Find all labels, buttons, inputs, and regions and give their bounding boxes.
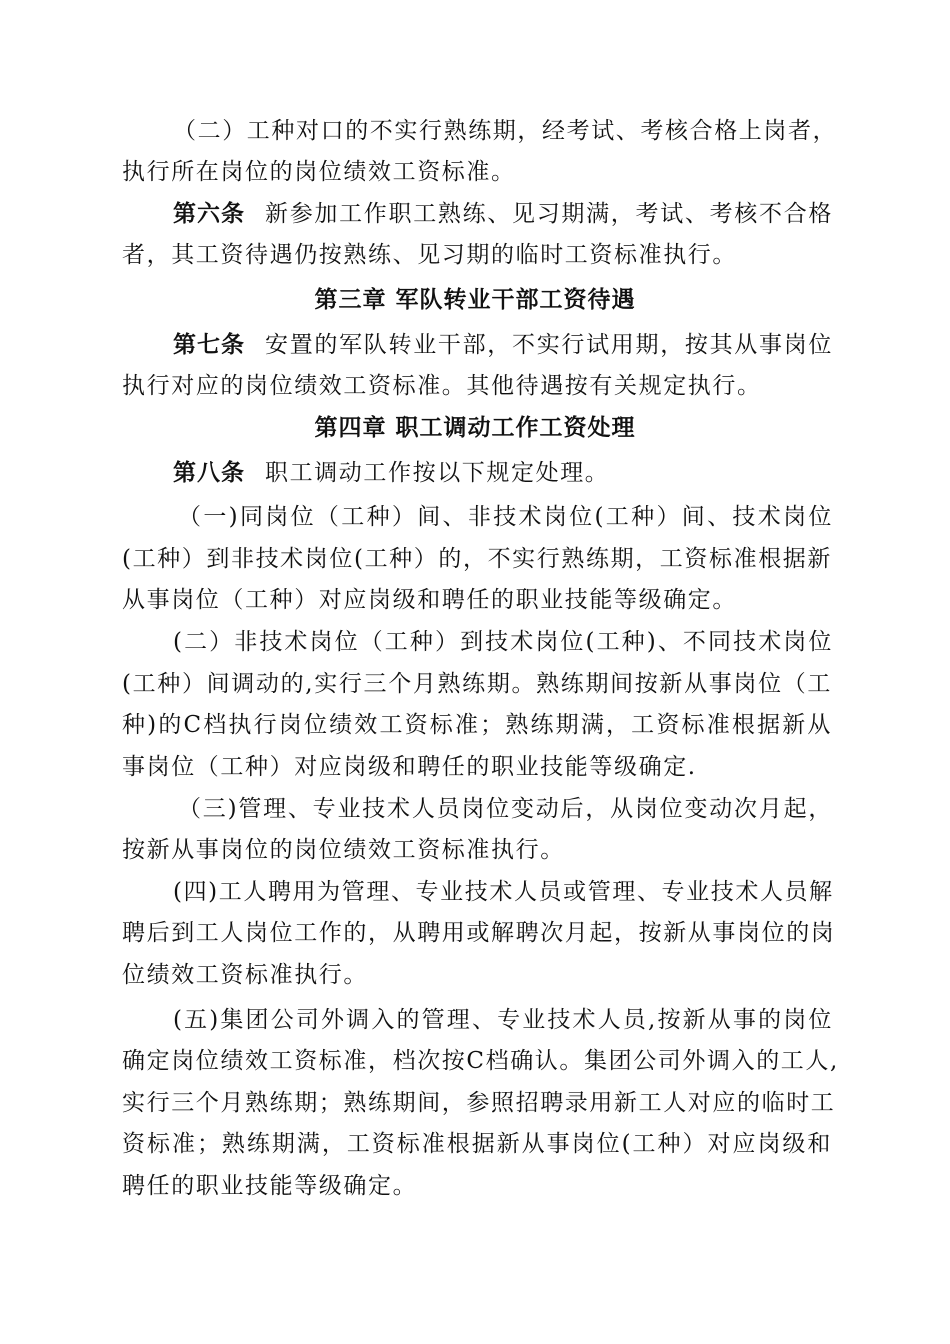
- item-8-2-line-1: (二）非技术岗位（工种）到技术岗位(工种)、不同技术岗位: [173, 629, 833, 655]
- item-8-1-line-3: 从事岗位（工种）对应岗级和聘任的职业技能等级确定。: [122, 587, 737, 613]
- article-7-label: 第七条: [173, 331, 245, 358]
- chapter-3-heading: 第三章 军队转业干部工资待遇: [314, 286, 636, 313]
- item-2-line-1: （二）工种对口的不实行熟练期，经考试、考核合格上岗者，: [173, 118, 838, 144]
- article-6-line-2: 者，其工资待遇仍按熟练、见习期的临时工资标准执行。: [122, 242, 737, 268]
- article-7-line-2: 执行对应的岗位绩效工资标准。其他待遇按有关规定执行。: [122, 373, 762, 399]
- item-8-3-line-1: （三)管理、专业技术人员岗位变动后，从岗位变动次月起，: [178, 796, 833, 822]
- item-8-4-line-3: 位绩效工资标准执行。: [122, 962, 368, 988]
- item-8-2-line-3: 种)的C档执行岗位绩效工资标准；熟练期满，工资标准根据新从: [122, 712, 832, 738]
- article-7-line-1: [173, 328, 833, 362]
- item-8-2-line-4: 事岗位（工种）对应岗级和聘任的职业技能等级确定.: [122, 754, 697, 780]
- item-8-2-line-2: (工种）间调动的,实行三个月熟练期。熟练期间按新从事岗位（工: [122, 671, 832, 697]
- item-2-line-2: 执行所在岗位的岗位绩效工资标准。: [122, 159, 516, 185]
- chapter-4-heading: 第四章 职工调动工作工资处理: [314, 414, 636, 441]
- article-6-text: 新参加工作职工熟练、见习期满，考试、考核不合格: [265, 201, 833, 227]
- item-8-4-line-2: 聘后到工人岗位工作的，从聘用或解聘次月起，按新从事岗位的岗: [122, 920, 836, 946]
- article-8-label: 第八条: [173, 459, 245, 486]
- item-8-5-line-5: 聘任的职业技能等级确定。: [122, 1173, 418, 1199]
- item-8-1-line-2: (工种）到非技术岗位(工种）的，不实行熟练期，工资标准根据新: [122, 546, 832, 572]
- article-8-line-1: [173, 456, 833, 490]
- article-6-label: 第六条: [173, 200, 245, 227]
- item-8-4-line-1: (四)工人聘用为管理、专业技术人员或管理、专业技术人员解: [173, 879, 834, 905]
- article-8-text: 职工调动工作按以下规定处理。: [265, 460, 610, 486]
- article-7-text: 安置的军队转业干部，不实行试用期，按其从事岗位: [265, 332, 833, 358]
- item-8-5-line-2: 确定岗位绩效工资标准，档次按C档确认。集团公司外调入的工人,: [122, 1048, 839, 1074]
- item-8-3-line-2: 按新从事岗位的岗位绩效工资标准执行。: [122, 837, 565, 863]
- item-8-1-line-1: （一)同岗位（工种）间、非技术岗位(工种）间、技术岗位: [178, 504, 833, 530]
- article-6-line-1: [173, 197, 833, 231]
- item-8-5-line-4: 资标准；熟练期满，工资标准根据新从事岗位(工种）对应岗级和: [122, 1131, 832, 1157]
- item-8-5-line-1: (五)集团公司外调入的管理、专业技术人员,按新从事的岗位: [173, 1007, 833, 1033]
- item-8-5-line-3: 实行三个月熟练期；熟练期间，参照招聘录用新工人对应的临时工: [122, 1090, 836, 1116]
